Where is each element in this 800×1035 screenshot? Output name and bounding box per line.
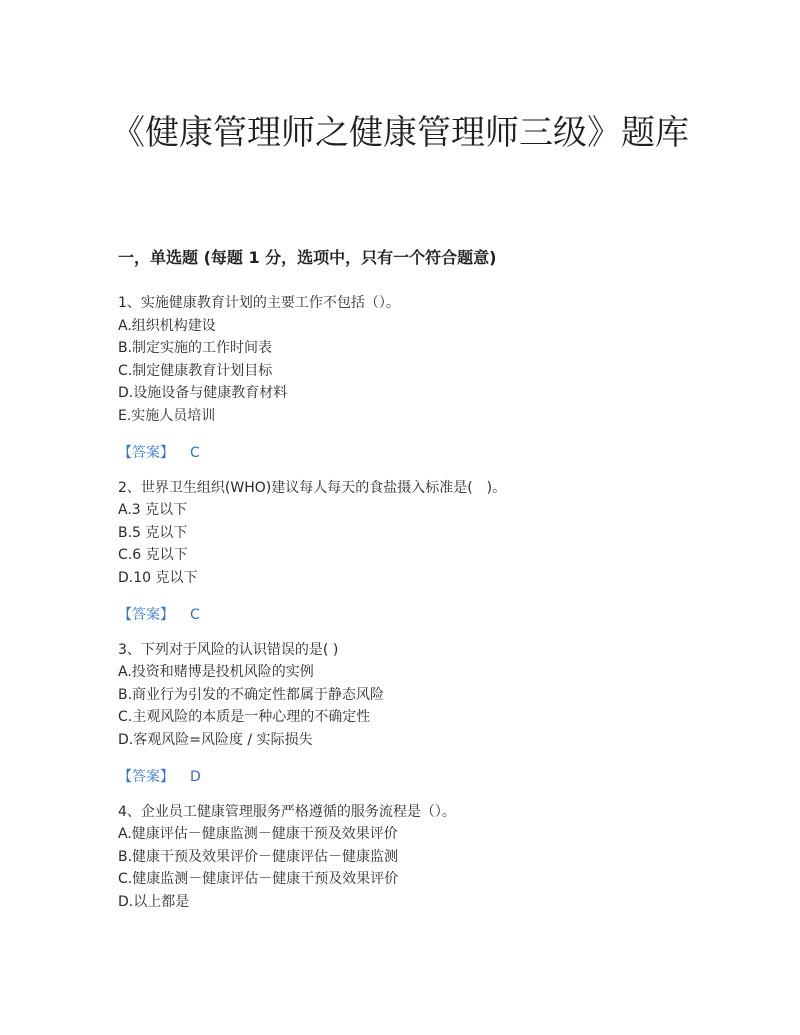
question-item — [118, 639, 718, 788]
question-option: C.制定健康教育计划目标 — [118, 362, 273, 379]
answer-row — [118, 604, 718, 626]
question-option: B.健康干预及效果评价－健康评估－健康监测 — [118, 848, 399, 865]
question-option: C.健康监测－健康评估－健康干预及效果评价 — [118, 871, 399, 888]
question-stem: 2、世界卫生组织(WHO)建议每人每天的食盐摄入标准是( )。 — [118, 479, 507, 496]
question-option: B.5 克以下 — [118, 524, 188, 541]
question-option: B.制定实施的工作时间表 — [118, 340, 273, 357]
question-option: C.6 克以下 — [118, 547, 188, 564]
question-list — [118, 292, 718, 913]
answer-row — [118, 766, 718, 788]
answer-value: C — [190, 606, 200, 623]
question-item — [118, 477, 718, 626]
answer-row — [118, 442, 718, 464]
question-option: A.投资和赌博是投机风险的实例 — [118, 664, 314, 681]
question-option: A.健康评估－健康监测－健康干预及效果评价 — [118, 826, 398, 843]
question-option: A.3 克以下 — [118, 502, 188, 519]
question-stem: 4、企业员工健康管理服务严格遵循的服务流程是（）。 — [118, 803, 456, 820]
question-option: D.设施设备与健康教育材料 — [118, 385, 288, 402]
answer-value: C — [190, 444, 200, 461]
question-option: B.商业行为引发的不确定性都属于静态风险 — [118, 686, 385, 703]
answer-label: 【答案】 — [118, 606, 174, 623]
question-item — [118, 292, 718, 464]
question-stem: 3、下列对于风险的认识错误的是( ) — [118, 641, 339, 658]
answer-value: D — [190, 768, 201, 785]
answer-label: 【答案】 — [118, 768, 174, 785]
question-option: C.主观风险的本质是一种心理的不确定性 — [118, 709, 371, 726]
question-item — [118, 801, 718, 914]
question-option: D.客观风险=风险度 / 实际损失 — [118, 731, 313, 748]
question-option: E.实施人员培训 — [118, 407, 216, 424]
question-stem: 1、实施健康教育计划的主要工作不包括（）。 — [118, 295, 400, 311]
answer-label: 【答案】 — [118, 444, 174, 461]
question-option: A.组织机构建设 — [118, 317, 216, 334]
document-title: 《健康管理师之健康管理师三级》题库 — [111, 113, 689, 153]
question-option: D.10 克以下 — [118, 569, 198, 586]
section-heading: 一，单选题 (每题 1 分，选项中，只有一个符合题意) — [118, 248, 497, 267]
question-option: D.以上都是 — [118, 893, 190, 910]
